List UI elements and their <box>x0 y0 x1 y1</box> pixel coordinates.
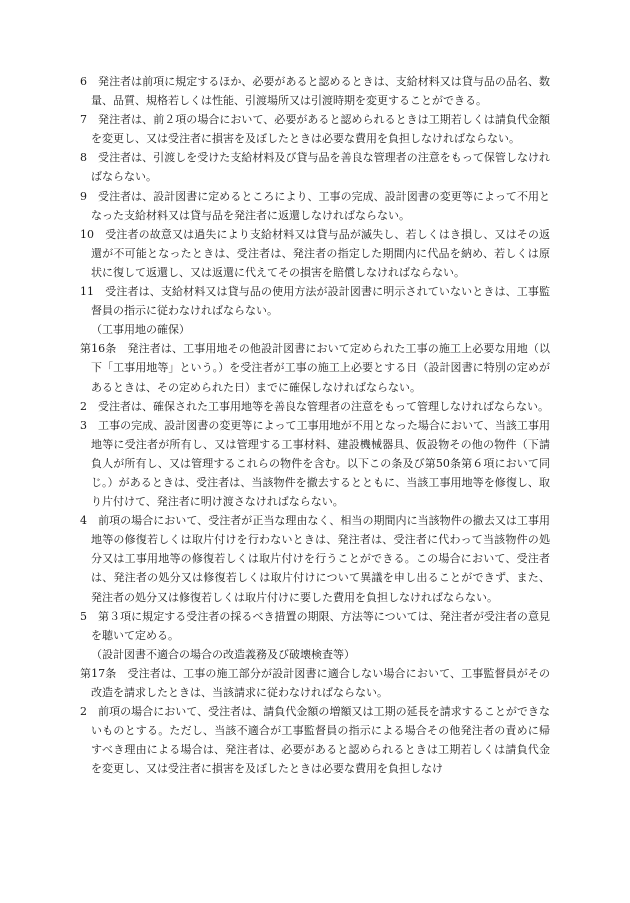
clause-item: 9 受注者は、設計図書に定めるところにより、工事の完成、設計図書の変更等によって不用となった支給材料又は貸与品を発注者に返還しなければならない。 <box>80 189 550 222</box>
article-heading-clause: 第17条 受注者は、工事の施工部分が設計図書に適合しない場合において、工事監督員がその改造を請求したときは、当該請求に従わなければならない。 <box>80 666 550 699</box>
clause-item: 3 工事の完成、設計図書の変更等によって工事用地が不用となった場合において、当該工事用地等に受注者が所有し、又は管理する工事材料、建設機械器具、仮設物その他の物件（下請負人が所有し、又は管理するこれらの物件を含む。以下この条及び第50条第６項において同じ。）があるときは、受注者は、当該物件を撤去するとともに、当該工事用地等を修復し、取り片付けて、発注者に明け渡さなければならない。 <box>80 418 550 509</box>
clause-item: 7 発注者は、前２項の場合において、必要があると認められるときは工期若しくは請負代金額を変更し、又は受注者に損害を及ぼしたときは必要な費用を負担しなければならない。 <box>80 113 550 146</box>
clause-item: 6 発注者は前項に規定するほか、必要があると認めるときは、支給材料又は貸与品の品名、数量、品質、規格若しくは性能、引渡場所又は引渡時期を変更することができる。 <box>80 75 550 108</box>
document-body <box>80 72 550 778</box>
article-caption: （設計図書不適合の場合の改造義務及び破壊検査等） <box>91 647 355 661</box>
clause-item: 2 前項の場合において、受注者は、請負代金額の増額又は工期の延長を請求することができないものとする。ただし、当該不適合が工事監督員の指示による場合その他発注者の責めに帰すべき理由による場合は、発注者は、必要があると認められるときは工期若しくは請負代金を変更し、又は受注者に損害を及ぼしたときは必要な費用を負担しなけ <box>80 705 550 776</box>
clause-item: 2 受注者は、確保された工事用地等を善良な管理者の注意をもって管理しなければならない。 <box>80 399 549 413</box>
clause-item: 4 前項の場合において、受注者が正当な理由なく、相当の期間内に当該物件の撤去又は工事用地等の修復若しくは取片付けを行わないときは、発注者は、受注者に代わって当該物件の処分又は工事用地等の修復若しくは取片付けを行うことができる。この場合において、受注者は、発注者の処分又は修復若しくは取片付けについて異議を申し出ることができず、また、発注者の処分又は修復若しくは取片付けに要した費用を負担しなければならない。 <box>80 514 550 604</box>
clause-item: 11 受注者は、支給材料又は貸与品の使用方法が設計図書に明示されていないときは、工事監督員の指示に従わなければならない。 <box>80 285 550 318</box>
clause-item: 10 受注者の故意又は過失により支給材料又は貸与品が滅失し、若しくはき損し、又はその返還が不可能となったときは、受注者は、発注者の指定した期間内に代品を納め、若しくは原状に復して返還し、又は返還に代えてその損害を賠償しなければならない。 <box>80 227 550 279</box>
article-heading-clause: 第16条 発注者は、工事用地その他設計図書において定められた工事の施工上必要な用地（以下「工事用地等」という。）を受注者が工事の施工上必要とする日（設計図書に特別の定めがあるときは、その定められた日）までに確保しなければならない。 <box>80 342 550 394</box>
clause-item: 5 第３項に規定する受注者の採るべき措置の期限、方法等については、発注者が受注者の意見を聴いて定める。 <box>80 609 550 642</box>
article-caption: （工事用地の確保） <box>91 323 190 337</box>
clause-item: 8 受注者は、引渡しを受けた支給材料及び貸与品を善良な管理者の注意をもって保管しなければならない。 <box>80 151 550 184</box>
